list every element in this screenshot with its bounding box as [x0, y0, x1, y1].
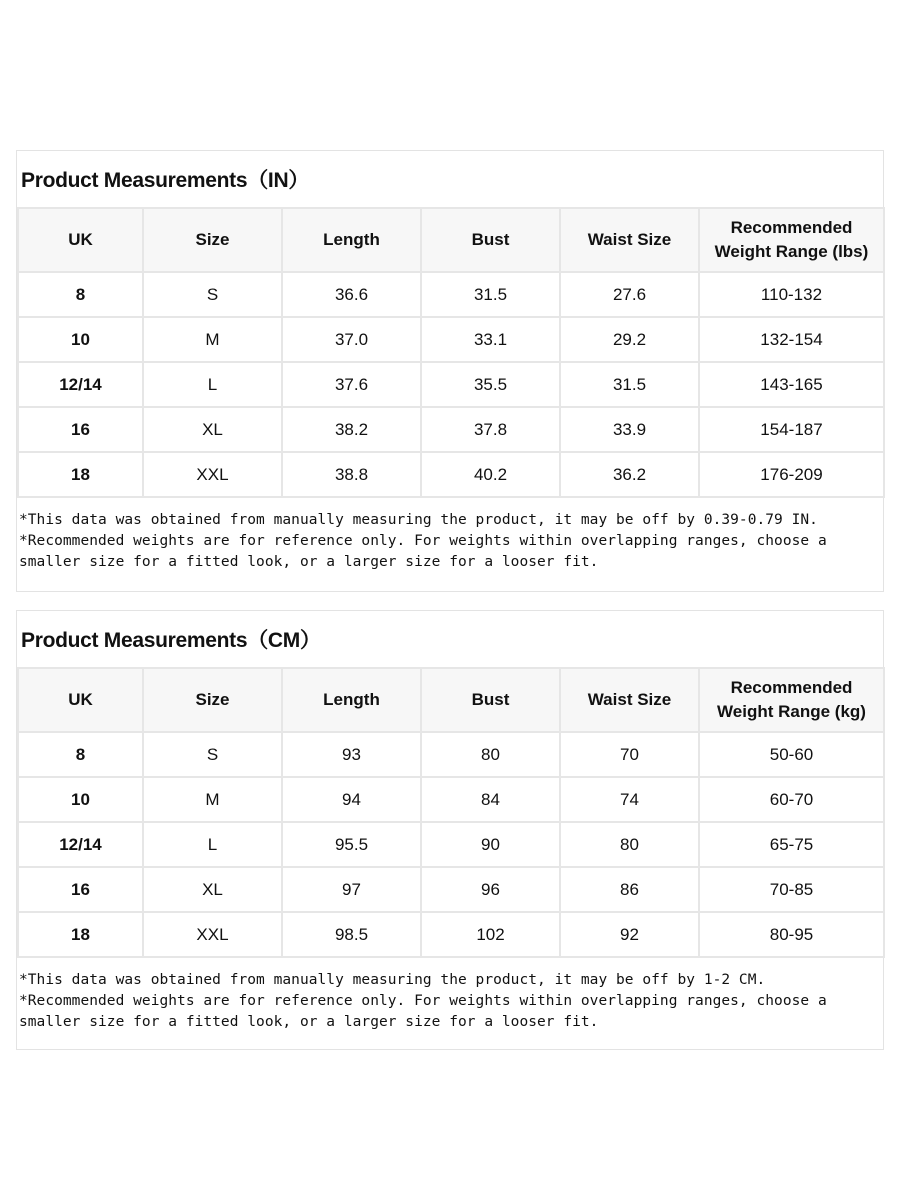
cell-size: S [143, 732, 282, 777]
footnotes-in [17, 498, 883, 573]
cell-bust: 102 [421, 912, 560, 957]
cell-weight: 143-165 [699, 362, 884, 407]
measurements-panel-cm [16, 610, 884, 1050]
cell-size: XL [143, 407, 282, 452]
size-table-in [17, 207, 885, 498]
cell-bust: 96 [421, 867, 560, 912]
cell-waist: 70 [560, 732, 699, 777]
cell-length: 93 [282, 732, 421, 777]
cell-weight: 60-70 [699, 777, 884, 822]
cell-waist: 86 [560, 867, 699, 912]
cell-waist: 27.6 [560, 272, 699, 317]
header-length: Length [282, 208, 421, 272]
table-header-row [18, 208, 884, 272]
header-length: Length [282, 668, 421, 732]
cell-uk: 8 [18, 272, 143, 317]
cell-size: M [143, 777, 282, 822]
cell-length: 95.5 [282, 822, 421, 867]
header-weight-range: Recommended Weight Range (kg) [699, 668, 884, 732]
cell-weight: 176-209 [699, 452, 884, 497]
cell-waist: 80 [560, 822, 699, 867]
header-bust: Bust [421, 668, 560, 732]
cell-uk: 18 [18, 452, 143, 497]
cell-waist: 36.2 [560, 452, 699, 497]
cell-waist: 92 [560, 912, 699, 957]
cell-size: S [143, 272, 282, 317]
cell-uk: 12/14 [18, 362, 143, 407]
footnote-measurement: *This data was obtained from manually measuring the product, it may be off by 0.39-0.79 IN. [19, 512, 818, 528]
cell-size: L [143, 822, 282, 867]
header-uk: UK [18, 668, 143, 732]
header-bust: Bust [421, 208, 560, 272]
header-size: Size [143, 208, 282, 272]
table-row [18, 732, 884, 777]
size-table-cm [17, 667, 885, 958]
cell-uk: 12/14 [18, 822, 143, 867]
measurements-panel-in [16, 150, 884, 592]
table-row [18, 362, 884, 407]
footnotes-cm [17, 958, 883, 1033]
cell-size: XXL [143, 912, 282, 957]
cell-length: 98.5 [282, 912, 421, 957]
table-row [18, 822, 884, 867]
footnote-weight: *Recommended weights are for reference only. For weights within overlapping ranges, choose a smaller size for a fitted look, or a larger size for a looser fit. [19, 993, 827, 1030]
cell-waist: 31.5 [560, 362, 699, 407]
table-row [18, 317, 884, 362]
header-uk: UK [18, 208, 143, 272]
header-weight-range: Recommended Weight Range (lbs) [699, 208, 884, 272]
cell-bust: 40.2 [421, 452, 560, 497]
cell-bust: 84 [421, 777, 560, 822]
cell-weight: 132-154 [699, 317, 884, 362]
cell-waist: 74 [560, 777, 699, 822]
cell-bust: 90 [421, 822, 560, 867]
header-waist-size: Waist Size [560, 208, 699, 272]
cell-weight: 70-85 [699, 867, 884, 912]
cell-weight: 154-187 [699, 407, 884, 452]
cell-weight: 65-75 [699, 822, 884, 867]
cell-weight: 110-132 [699, 272, 884, 317]
cell-uk: 8 [18, 732, 143, 777]
cell-waist: 33.9 [560, 407, 699, 452]
cell-uk: 10 [18, 317, 143, 362]
cell-length: 36.6 [282, 272, 421, 317]
table-row [18, 867, 884, 912]
footnote-weight: *Recommended weights are for reference only. For weights within overlapping ranges, choose a smaller size for a fitted look, or a larger size for a looser fit. [19, 533, 827, 570]
footnote-measurement: *This data was obtained from manually measuring the product, it may be off by 1-2 CM. [19, 972, 766, 988]
table-row [18, 407, 884, 452]
cell-weight: 80-95 [699, 912, 884, 957]
cell-length: 94 [282, 777, 421, 822]
header-waist-size: Waist Size [560, 668, 699, 732]
cell-size: L [143, 362, 282, 407]
cell-size: M [143, 317, 282, 362]
cell-length: 97 [282, 867, 421, 912]
cell-length: 37.6 [282, 362, 421, 407]
cell-weight: 50-60 [699, 732, 884, 777]
table-row [18, 912, 884, 957]
table-row [18, 777, 884, 822]
cell-length: 38.2 [282, 407, 421, 452]
table-row [18, 272, 884, 317]
cell-size: XL [143, 867, 282, 912]
cell-waist: 29.2 [560, 317, 699, 362]
table-header-row [18, 668, 884, 732]
cell-uk: 18 [18, 912, 143, 957]
cell-bust: 37.8 [421, 407, 560, 452]
section-title-cm: Product Measurements（CM） [21, 629, 321, 652]
cell-uk: 10 [18, 777, 143, 822]
section-title-in: Product Measurements（IN） [21, 169, 310, 192]
cell-bust: 35.5 [421, 362, 560, 407]
cell-bust: 33.1 [421, 317, 560, 362]
cell-length: 38.8 [282, 452, 421, 497]
header-size: Size [143, 668, 282, 732]
cell-uk: 16 [18, 407, 143, 452]
cell-uk: 16 [18, 867, 143, 912]
cell-size: XXL [143, 452, 282, 497]
cell-bust: 80 [421, 732, 560, 777]
table-row [18, 452, 884, 497]
cell-bust: 31.5 [421, 272, 560, 317]
cell-length: 37.0 [282, 317, 421, 362]
